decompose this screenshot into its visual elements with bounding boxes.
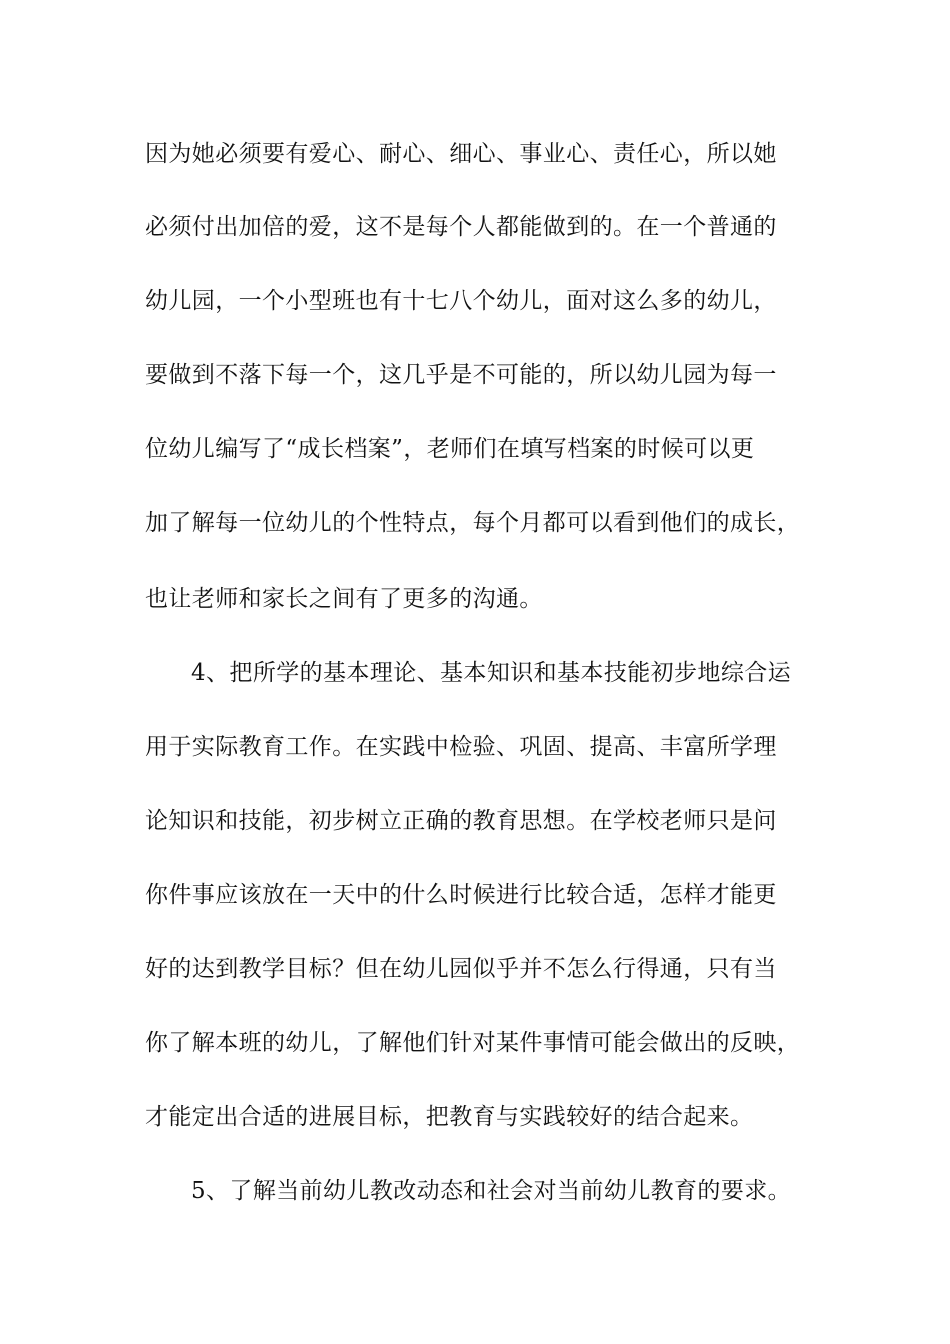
text-line: 要做到不落下每一个，这几乎是不可能的，所以幼儿园为每一 (145, 362, 777, 388)
paragraph-heading-5: 5、了解当前幼儿教改动态和社会对当前幼儿教育的要求。 (191, 1178, 792, 1204)
text-line: 幼儿园，一个小型班也有十七八个幼儿，面对这么多的幼儿， (145, 288, 777, 314)
text-line: 位幼儿编写了“成长档案”，老师们在填写档案的时候可以更 (145, 436, 755, 462)
text-line: 也让老师和家长之间有了更多的沟通。 (145, 586, 543, 612)
text-line: 加了解每一位幼儿的个性特点，每个月都可以看到他们的成长， (145, 510, 801, 536)
text-line: 你了解本班的幼儿，了解他们针对某件事情可能会做出的反映， (145, 1030, 801, 1056)
text-line: 因为她必须要有爱心、耐心、细心、事业心、责任心，所以她 (145, 141, 777, 167)
text-line: 才能定出合适的进展目标，把教育与实践较好的结合起来。 (145, 1104, 754, 1130)
text-line: 你件事应该放在一天中的什么时候进行比较合适，怎样才能更 (145, 882, 777, 908)
text-line: 必须付出加倍的爱，这不是每个人都能做到的。在一个普通的 (145, 214, 777, 240)
text-line: 好的达到教学目标？但在幼儿园似乎并不怎么行得通，只有当 (145, 956, 777, 982)
text-line: 用于实际教育工作。在实践中检验、巩固、提高、丰富所学理 (145, 734, 777, 760)
text-line: 论知识和技能，初步树立正确的教育思想。在学校老师只是问 (145, 808, 777, 834)
paragraph-heading-4: 4、把所学的基本理论、基本知识和基本技能初步地综合运 (191, 660, 792, 686)
